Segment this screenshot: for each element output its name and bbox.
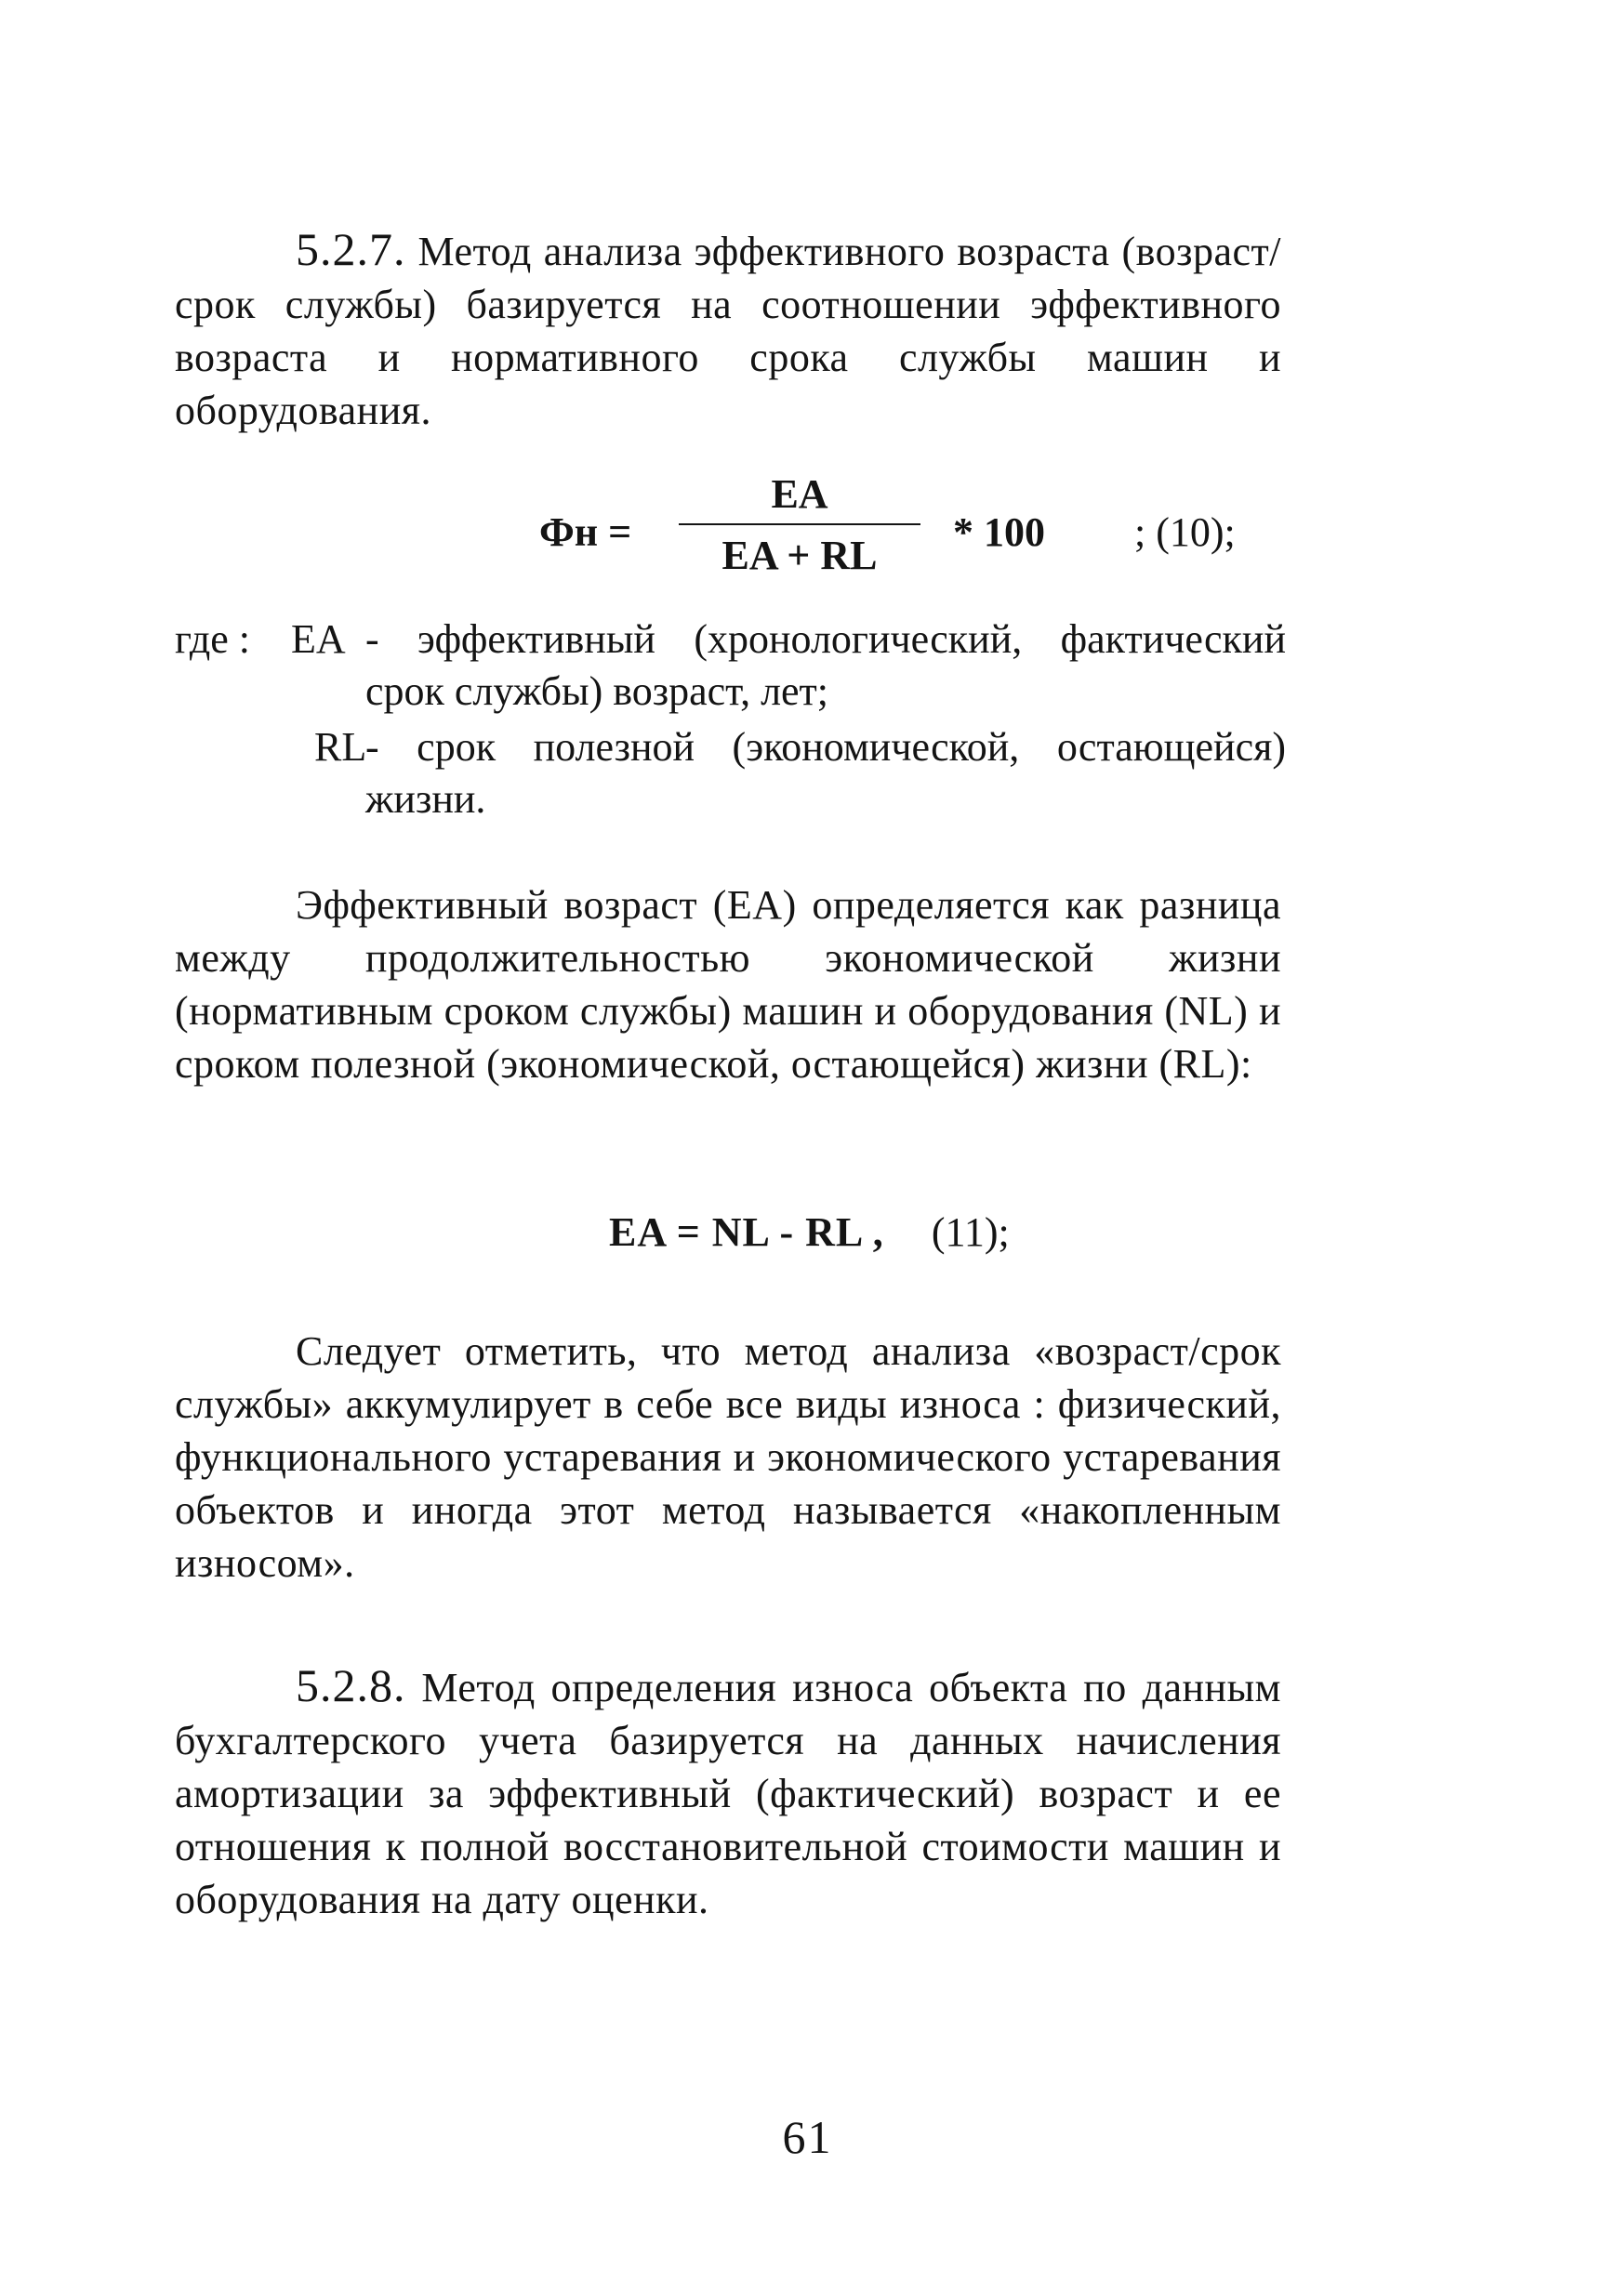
definition-body: - эффективный (хронологический, фактический срок службы) возраст, лет; — [365, 616, 1286, 714]
definition-text — [365, 721, 1291, 825]
definitions — [175, 614, 1291, 829]
definition-text — [365, 614, 1291, 718]
definition-symbol: RL — [314, 724, 367, 770]
definition-symbol: EA — [291, 616, 346, 662]
paragraph-effective-age — [175, 878, 1281, 1090]
section-number: 5.2.8. — [296, 1659, 406, 1711]
formula-10 — [539, 469, 1283, 590]
definition-lead: где : — [175, 616, 250, 662]
fraction-bar — [679, 523, 920, 525]
section-number: 5.2.7. — [296, 223, 406, 275]
formula-denominator: EA + RL — [721, 533, 878, 578]
paragraph-note — [175, 1325, 1281, 1590]
formula-reference: ; (10); — [1134, 509, 1236, 555]
formula-reference: (11); — [931, 1209, 1010, 1255]
formula-numerator: EA — [771, 471, 828, 517]
formula-expression: EA = NL - RL , — [609, 1209, 884, 1255]
formula-11 — [609, 1208, 1010, 1256]
definition-body: - срок полезной (экономической, остающейся) жизни. — [365, 724, 1286, 822]
paragraph-text: Эффективный возраст (EA) определяется как разница между продолжительностью экономической жизни (нормативным сроком службы) машин и оборудования (NL) и сроком полезной (экономической, остающейся) жизни (RL): — [175, 882, 1281, 1087]
paragraph-text: Следует отметить, что метод анализа «возраст/срок службы» аккумулирует в себе все виды износа : физический, функционального устаревания и экономического устаревания объектов и иногда этот метод называется «накопленным износом». — [175, 1328, 1281, 1586]
definition-rl — [175, 721, 1291, 829]
paragraph-text: Метод определения износа объекта по данным бухгалтерского учета базируется на данных начисления амортизации за эффективный (фактический) возраст и ее отношения к полной восстановительной стоимости машин и оборудования на дату оценки. — [175, 1665, 1281, 1922]
formula-lhs: Фн = — [539, 509, 632, 555]
paragraph-5-2-8 — [175, 1659, 1281, 1926]
definition-ea — [175, 614, 1291, 721]
paragraph-5-2-7 — [175, 223, 1281, 437]
page-number: 61 — [782, 2111, 833, 2163]
formula-fraction — [679, 469, 920, 581]
formula-multiplier: * 100 — [953, 509, 1045, 555]
paragraph-text: Метод анализа эффективного возраста (возраст/срок службы) базируется на соотношении эффективного возраста и нормативного срока службы машин и оборудования. — [175, 229, 1281, 433]
